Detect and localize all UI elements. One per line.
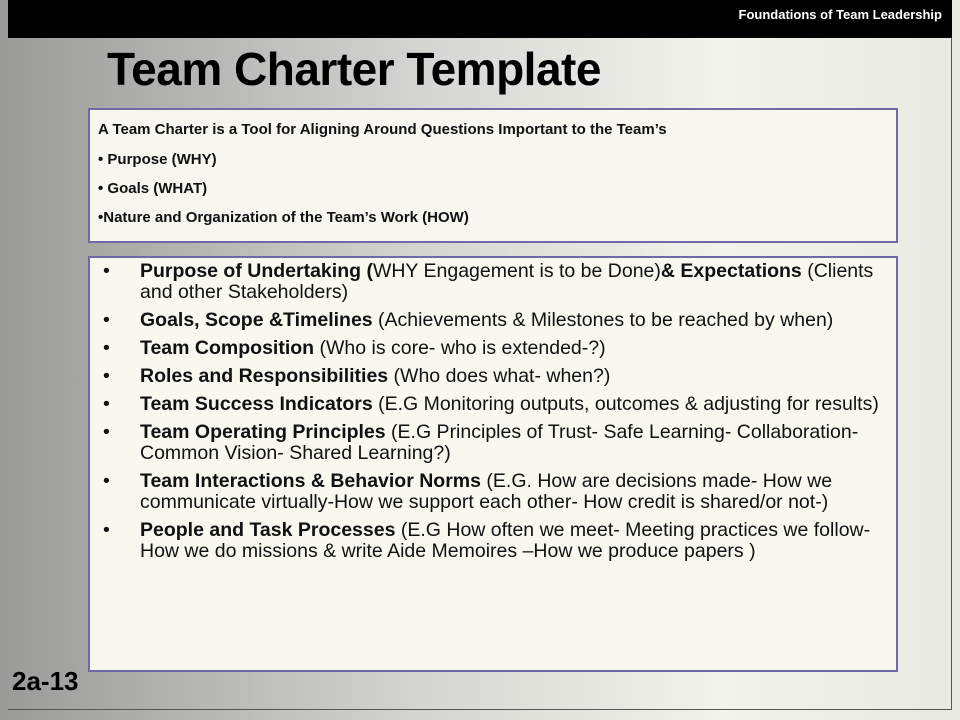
bullet-icon: • [103,393,110,415]
bullet-icon: • [103,470,110,492]
summary-item-goals: • Goals (WHAT) [98,180,208,197]
slide-number: 2a-13 [12,666,79,696]
item-detail: (E.G Monitoring outputs, outcomes & adjusting for results) [372,393,879,415]
slide-title: Team Charter Template [107,43,601,95]
charter-elements-list [90,258,896,562]
summary-box [88,108,898,243]
bullet-icon: • [103,519,110,541]
list-item [90,366,888,387]
list-item [90,520,888,562]
summary-item-purpose: • Purpose (WHY) [98,151,217,168]
list-item [90,471,888,513]
item-lead: People and Task Processes [140,519,396,541]
list-item [90,394,888,415]
item-detail: (Who does what- when?) [388,365,611,387]
item-lead: Team Composition [140,337,315,359]
item-lead: Team Operating Principles [140,421,386,443]
item-detail: (Achievements & Milestones to be reached by when) [372,309,834,331]
summary-item-nature: •Nature and Organization of the Team’s Work (HOW) [98,209,469,226]
header-label: Foundations of Team Leadership [738,7,942,22]
header-bar [8,0,952,38]
item-lead-2: & Expectations [660,260,802,282]
charter-elements-box [88,256,898,672]
bullet-icon: • [103,260,110,282]
item-lead: Purpose of Undertaking ( [140,260,373,282]
list-item [90,261,888,303]
list-item [90,338,888,359]
list-item [90,422,888,464]
item-lead: Goals, Scope &Timelines [140,309,373,331]
bullet-icon: • [103,421,110,443]
item-detail: (Who is core- who is extended-?) [314,337,606,359]
bullet-icon: • [103,337,110,359]
item-detail: (E.G. How are decisions made- How we communicate virtually-How we support each other- How credit is shared/or not-) [140,470,833,513]
item-detail: WHY Engagement is to be Done) [372,260,661,282]
item-lead: Roles and Responsibilities [140,365,389,387]
bullet-icon: • [103,309,110,331]
bullet-icon: • [103,365,110,387]
summary-heading: A Team Charter is a Tool for Aligning Around Questions Important to the Team’s [98,121,667,138]
list-item [90,310,888,331]
item-detail: (E.G How often we meet- Meeting practices we follow- How we do missions & write Aide Memoires –How we produce papers ) [140,519,871,562]
item-lead: Team Success Indicators [140,393,373,415]
item-detail-2: (Clients and other Stakeholders) [140,260,874,303]
item-detail: (E.G Principles of Trust- Safe Learning- Collaboration- Common Vision- Shared Learning?) [140,421,859,464]
item-lead: Team Interactions & Behavior Norms [140,470,481,492]
